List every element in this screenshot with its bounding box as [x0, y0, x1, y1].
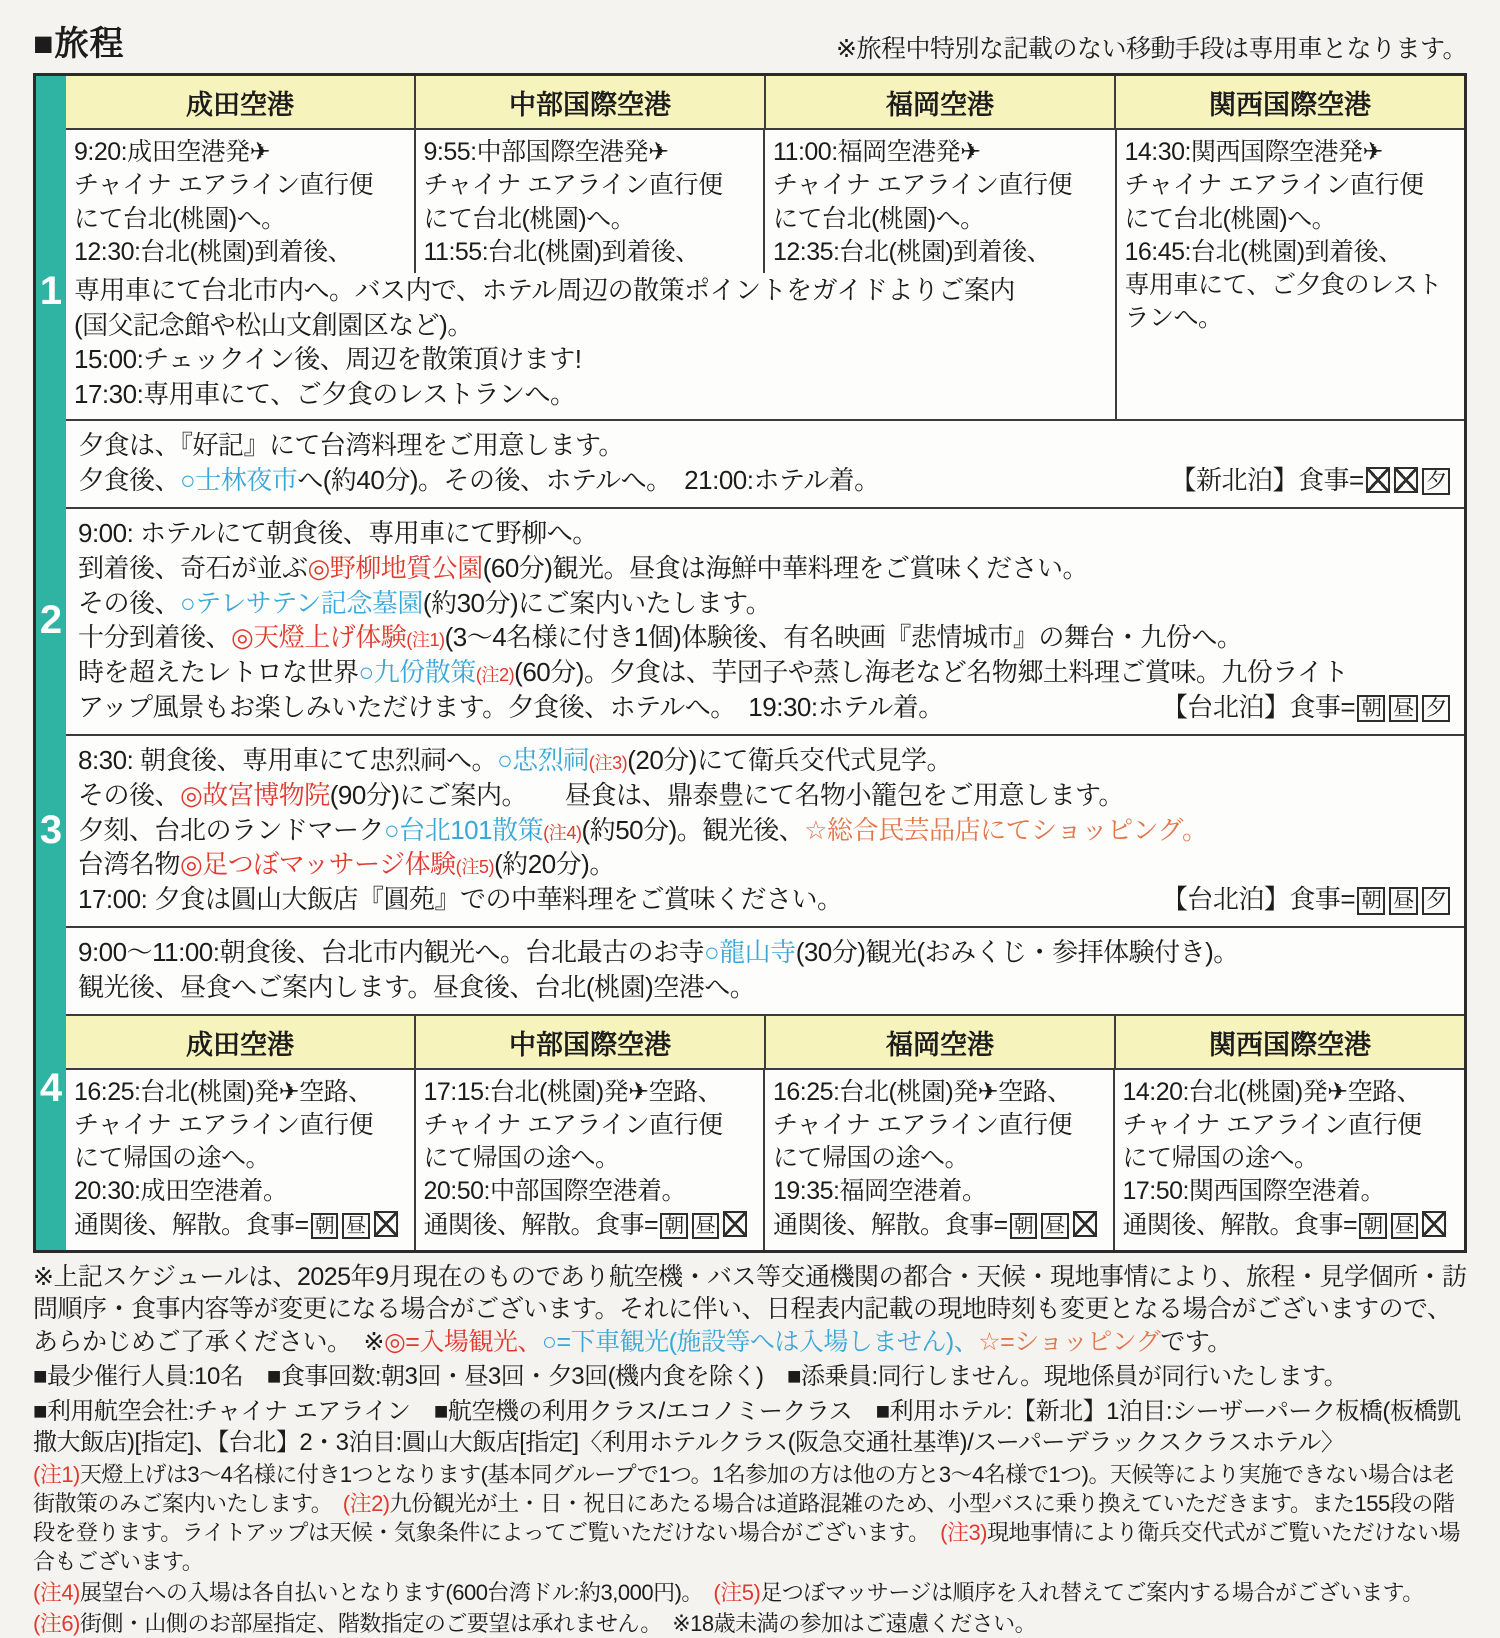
text-segment: 専用車にて台北市内へ。バス内で、ホテル周辺の散策ポイントをガイドよりご案内 — [74, 275, 1015, 305]
airport-header-row-bottom — [66, 1014, 1464, 1070]
day4-morning — [66, 928, 1464, 1014]
day-block-1 — [36, 76, 1464, 507]
text-segment: 15:00:チェックイン後、周辺を散策頂けます! — [74, 344, 582, 375]
text-line — [78, 516, 1452, 551]
text-line — [78, 586, 1452, 621]
text-line — [1125, 236, 1457, 269]
text-segment: (3〜4名様に付き1個)体験後、有名映画『悲情城市』の舞台・九份へ。 — [444, 622, 1243, 653]
text-segment: チャイナ エアライン直行便 — [773, 1110, 1072, 1139]
text-segment: 14:20:台北(桃園)発✈空路、 — [1122, 1077, 1422, 1106]
text-line — [33, 1396, 1467, 1458]
text-segment: (60分)観光。昼食は海鮮中華料理をご賞味ください。 — [482, 552, 1088, 583]
day1-kansai-cell — [1115, 130, 1465, 419]
text-segment: (国父記念館や松山文創園区など)。 — [74, 309, 473, 340]
tour-conditions-line1 — [33, 1361, 1467, 1392]
meal-box: 昼 — [1389, 695, 1417, 722]
text-segment: 12:30:台北(桃園)到着後、 — [74, 237, 353, 266]
text-line — [78, 655, 1452, 690]
text-segment: (約30分)にご案内いたします。 — [422, 587, 772, 618]
text-segment: 時を超えたレトロな世界 — [78, 657, 359, 688]
text-line — [1123, 1142, 1457, 1175]
text-line — [74, 1076, 406, 1109]
text-line — [74, 308, 1107, 343]
text-segment: チャイナ エアライン直行便 — [423, 171, 723, 200]
text-line — [773, 203, 1107, 236]
text-line — [1125, 203, 1457, 236]
text-segment: にて台北(桃園)へ。 — [74, 204, 286, 233]
text-line — [78, 882, 1452, 917]
text-segment: 【新北泊】食事= — [1170, 465, 1364, 496]
day4-chubu-cell — [416, 1070, 766, 1250]
meal-box: 夕 — [1422, 468, 1450, 495]
text-segment: 11:00:福岡空港発✈ — [773, 138, 981, 166]
text-line — [78, 690, 1452, 725]
text-line — [33, 1460, 1467, 1576]
text-line — [74, 169, 406, 202]
text-segment: チャイナ エアライン直行便 — [74, 1110, 373, 1139]
text-segment: 夕刻、台北のランドマーク — [78, 814, 385, 845]
day1-content — [66, 76, 1464, 507]
meal-box: 朝 — [660, 1213, 688, 1239]
text-segment: 夕食後、 — [78, 465, 181, 496]
airport-header-関西国際空港: 関西国際空港 — [1114, 1016, 1464, 1068]
text-line — [1123, 1076, 1457, 1109]
text-line — [424, 203, 756, 236]
text-segment: にて台北(桃園)へ。 — [423, 204, 636, 233]
text-line — [74, 136, 406, 169]
text-line — [424, 236, 756, 269]
text-segment: (注3) — [588, 752, 628, 773]
text-segment: (注6) — [33, 1611, 80, 1637]
meal-box: 昼 — [692, 1213, 720, 1239]
text-line — [773, 1175, 1105, 1208]
text-segment: 到着後、奇石が並ぶ — [78, 552, 308, 583]
text-segment: にて台北(桃園)へ。 — [1124, 204, 1337, 233]
text-line — [424, 1209, 756, 1242]
text-line — [74, 1175, 406, 1208]
airport-header-中部国際空港: 中部国際空港 — [414, 1016, 764, 1068]
text-line — [773, 1142, 1105, 1175]
text-line — [33, 1609, 1467, 1638]
text-segment: 17:15:台北(桃園)発✈空路、 — [423, 1077, 723, 1106]
text-segment: ◎天燈上げ体験 — [231, 622, 407, 653]
text-line — [78, 620, 1452, 655]
text-segment: ■利用航空会社:チャイナ エアライン ■航空機の利用クラス/エコノミークラス ■利用ホテル:【新北】1泊目:シーザーパーク板橋(板橋凱撒大飯店)[指定]、【台北】2・3泊目:圓山大飯店[指定]〈利用ホテルクラス(阪急交通社基準)/スーパーデラックスクラスホテル〉 — [33, 1397, 1461, 1456]
text-segment: (注1) — [33, 1462, 80, 1488]
text-line — [74, 377, 1107, 412]
day-block-2 — [36, 507, 1464, 734]
text-segment: ○九份散策 — [358, 657, 476, 688]
airport-header-row-top — [66, 76, 1464, 130]
meal-box: 昼 — [1391, 1213, 1419, 1239]
text-segment: チャイナ エアライン直行便 — [74, 171, 373, 200]
text-line — [773, 1076, 1105, 1109]
text-segment: 通関後、解散。食事= — [423, 1210, 659, 1239]
day1-fukuoka-cell — [765, 130, 1115, 273]
text-line — [773, 1109, 1105, 1142]
text-line — [424, 136, 756, 169]
text-line — [424, 169, 756, 202]
itinerary-table — [33, 73, 1467, 1253]
tour-conditions-line2 — [33, 1396, 1467, 1458]
text-line — [1123, 1109, 1457, 1142]
day4-content — [66, 926, 1464, 1250]
text-segment: にて帰国の途へ。 — [423, 1144, 620, 1173]
day-block-4 — [36, 926, 1464, 1250]
text-line — [1125, 136, 1457, 169]
text-line — [424, 1109, 756, 1142]
text-segment: チャイナ エアライン直行便 — [1124, 171, 1424, 200]
text-segment: にて台北(桃園)へ。 — [773, 204, 985, 233]
page-title: ■旅程 — [33, 25, 125, 63]
meal-box: 夕 — [1422, 887, 1450, 914]
text-segment: 11:55:台北(桃園)到着後、 — [423, 237, 700, 266]
text-line — [74, 342, 1107, 377]
airport-header-成田空港: 成田空港 — [186, 90, 294, 120]
text-segment: (注1) — [406, 630, 445, 651]
text-segment: 16:45:台北(桃園)到着後、 — [1124, 237, 1403, 266]
text-segment: ◎=入場観光、 — [383, 1327, 542, 1356]
text-line — [773, 1209, 1105, 1242]
text-segment: 19:35:福岡空港着。 — [773, 1177, 987, 1206]
text-segment: 17:00: 夕食は圓山大飯店『圓苑』での中華料理をご賞味ください。 — [78, 884, 843, 915]
text-segment: (90分)にご案内。 昼食は、鼎泰豊にて名物小籠包をご用意します。 — [329, 779, 1124, 810]
meal-box: 朝 — [1357, 887, 1385, 914]
text-line — [773, 169, 1107, 202]
text-segment: ○台北101散策 — [384, 814, 544, 845]
text-segment: ◎足つぼマッサージ体験 — [180, 849, 456, 880]
text-segment: 街側・山側のお部屋指定、階数指定のご要望は承れません。 ※18歳未満の参加はご遠慮ください。 — [79, 1611, 1037, 1637]
text-segment: です。 — [1160, 1327, 1232, 1356]
text-segment: 【台北泊】食事= — [1161, 884, 1356, 915]
text-segment: アップ風景もお楽しみいただけます。夕食後、ホテルへ。 19:30:ホテル着。 — [78, 692, 944, 723]
text-line — [773, 136, 1107, 169]
footer-notes — [33, 1253, 1467, 1638]
day-number-4: 4 — [36, 926, 66, 1250]
text-segment: ※上記スケジュールは、2025年9月現在のものであり航空機・バス等交通機関の都合・天候・現地事情により、旅程・見学個所・訪問順序・食事内容等が変更になる場合がございます。それに伴い、日程表内記載の現地時刻も変更となる場合がございますので、あらかじめご了承ください。 ※ — [33, 1262, 1467, 1356]
text-segment: その後、 — [78, 779, 181, 810]
text-segment: 17:30:専用車にて、ご夕食のレストランへ。 — [74, 378, 576, 409]
airport-header-中部国際空港: 中部国際空港 — [414, 76, 764, 128]
text-segment: 九份観光が土・日・祝日にあたる場合は道路混雑のため、小型バスに乗り換えていただきます。また155段の階段を登ります。ライトアップは天候・気象条件によってご覧いただけない場合がございます。 — [33, 1491, 1455, 1546]
text-segment: にて帰国の途へ。 — [773, 1144, 970, 1173]
text-segment: 夕食は、『好記』にて台湾料理をご用意します。 — [78, 430, 624, 461]
text-segment: 20:50:中部国際空港着。 — [423, 1177, 687, 1206]
text-segment: 通関後、解散。食事= — [1122, 1210, 1358, 1239]
day3-schedule — [66, 736, 1464, 926]
text-line — [424, 1175, 756, 1208]
day1-flight-grid — [66, 130, 1464, 419]
text-segment: 9:20:成田空港発✈ — [74, 138, 271, 166]
text-line — [74, 203, 406, 236]
text-line — [33, 1261, 1467, 1359]
meal-box: 朝 — [1010, 1213, 1038, 1239]
text-segment: 専用車にて、ご夕食のレスト — [1124, 271, 1442, 299]
text-segment: 展望台への入場は各自払いとなります(600台湾ドル:約3,000円)。 — [79, 1580, 714, 1606]
text-line — [74, 1109, 406, 1142]
text-line — [74, 1142, 406, 1175]
text-segment: ○龍山寺 — [703, 937, 796, 968]
text-segment: へ(約40分)。その後、ホテルへ。 21:00:ホテル着。 — [297, 465, 880, 496]
text-segment: 12:35:台北(桃園)到着後、 — [773, 237, 1052, 266]
footnotes-4-5 — [33, 1578, 1467, 1607]
airport-header-関西国際空港: 関西国際空港 — [1114, 76, 1464, 128]
text-segment: 9:55:中部国際空港発✈ — [423, 138, 669, 166]
text-segment: (約50分)。観光後、 — [581, 814, 805, 845]
day4-flight-grid — [66, 1070, 1464, 1250]
text-line — [1125, 302, 1457, 335]
text-segment: その後、 — [78, 587, 181, 618]
airport-header-福岡空港: 福岡空港 — [764, 1016, 1114, 1068]
text-segment: (約20分)。 — [494, 849, 615, 880]
text-line — [1125, 169, 1457, 202]
text-line — [78, 935, 1452, 970]
text-line — [74, 1209, 406, 1242]
text-segment: 14:30:関西国際空港発✈ — [1124, 138, 1383, 166]
text-segment: 17:50:関西国際空港着。 — [1122, 1177, 1386, 1206]
text-segment: ○=下車観光(施設等へは入場しません)、 — [541, 1327, 979, 1356]
no-meal-box-icon — [1422, 1211, 1446, 1237]
day1-shared-afternoon — [66, 273, 1115, 419]
text-segment: ◎故宮博物院 — [180, 779, 330, 810]
text-line — [424, 1142, 756, 1175]
text-segment: ○士林夜市 — [180, 465, 298, 496]
day-number-1: 1 — [36, 76, 66, 507]
text-segment: ■最少催行人員:10名 ■食事回数:朝3回・昼3回・夕3回(機内食を除く) ■添乗員:同行しません。現地係員が同行いたします。 — [33, 1363, 1348, 1391]
text-segment: ☆=ショッピング — [978, 1327, 1161, 1356]
text-segment: (注2) — [475, 665, 515, 686]
text-segment: チャイナ エアライン直行便 — [773, 171, 1072, 200]
schedule-disclaimer — [33, 1261, 1467, 1359]
text-segment: 9:00: ホテルにて朝食後、専用車にて野柳へ。 — [78, 517, 598, 548]
text-segment: 【台北泊】食事= — [1161, 692, 1356, 723]
airport-header-成田空港: 成田空港 — [186, 1029, 294, 1060]
no-meal-box-icon — [723, 1211, 747, 1237]
text-segment: (注2) — [342, 1491, 390, 1517]
text-segment: 十分到着後、 — [78, 622, 232, 653]
text-segment: 足つぼマッサージは順序を入れ替えてご案内する場合がございます。 — [760, 1580, 1424, 1606]
day-block-3 — [36, 734, 1464, 926]
text-line — [78, 847, 1452, 882]
text-segment: ◎野柳地質公園 — [307, 552, 483, 583]
day2-schedule — [66, 509, 1464, 734]
text-line — [773, 236, 1107, 269]
meal-box: 夕 — [1422, 695, 1450, 722]
footnotes-1-3 — [33, 1460, 1467, 1576]
title-bar — [33, 16, 1467, 65]
day1-narita-cell — [66, 130, 416, 273]
text-segment: ランへ。 — [1124, 304, 1223, 333]
meal-box: 昼 — [1389, 887, 1417, 914]
text-line — [78, 428, 1452, 463]
text-line — [78, 778, 1452, 813]
day-number-3: 3 — [36, 734, 66, 926]
day4-narita-cell — [66, 1070, 416, 1250]
text-segment: (注5) — [455, 857, 495, 878]
text-segment: ○忠烈祠 — [497, 744, 589, 775]
text-segment: 20:30:成田空港着。 — [74, 1177, 288, 1206]
text-segment: にて帰国の途へ。 — [74, 1144, 271, 1173]
text-segment: (注3) — [940, 1520, 988, 1546]
day4-kansai-cell — [1115, 1070, 1465, 1250]
text-line — [78, 463, 1452, 498]
meal-box: 朝 — [1359, 1213, 1387, 1239]
day4-fukuoka-cell — [765, 1070, 1115, 1250]
text-line — [1125, 269, 1457, 302]
meal-box: 昼 — [1041, 1213, 1069, 1239]
text-segment: (60分)。夕食は、芋団子や蒸し海老など名物郷土料理ご賞味。九份ライト — [514, 657, 1349, 688]
meal-box: 朝 — [1357, 695, 1385, 722]
text-segment: チャイナ エアライン直行便 — [423, 1110, 723, 1139]
text-segment: 通関後、解散。食事= — [773, 1210, 1008, 1239]
no-meal-box-icon — [374, 1211, 398, 1237]
day3-content — [66, 734, 1464, 926]
text-segment: ○テレサテン記念墓園 — [180, 587, 423, 618]
text-line — [78, 551, 1452, 586]
day-number-2: 2 — [36, 507, 66, 734]
text-line — [78, 743, 1452, 778]
text-line — [33, 1578, 1467, 1607]
text-line — [33, 1361, 1467, 1392]
text-segment: 観光後、昼食へご案内します。昼食後、台北(桃園)空港へ。 — [78, 971, 756, 1002]
no-meal-box-icon — [1366, 467, 1390, 493]
text-segment: 16:25:台北(桃園)発✈空路、 — [74, 1077, 373, 1106]
text-segment: 16:25:台北(桃園)発✈空路、 — [773, 1077, 1072, 1106]
text-segment: 台湾名物 — [78, 849, 181, 880]
text-segment: 通関後、解散。食事= — [74, 1210, 309, 1239]
day2-content — [66, 507, 1464, 734]
text-segment: チャイナ エアライン直行便 — [1122, 1110, 1422, 1139]
no-meal-box-icon — [1073, 1211, 1097, 1237]
text-segment: (20分)にて衛兵交代式見学。 — [627, 744, 952, 775]
text-line — [74, 273, 1107, 308]
text-segment: ☆総合民芸品店にてショッピング。 — [804, 814, 1208, 845]
no-meal-box-icon — [1394, 467, 1418, 493]
text-segment: 現地事情により衛兵交代式がご覧いただけない場合もございます。 — [33, 1520, 1461, 1575]
text-line — [78, 970, 1452, 1005]
text-line — [78, 813, 1452, 848]
footnote-6 — [33, 1609, 1467, 1638]
airport-header-福岡空港: 福岡空港 — [764, 76, 1114, 128]
transport-note: ※旅程中特別な記載のない移動手段は専用車となります。 — [836, 35, 1467, 63]
day1-chubu-cell — [416, 130, 766, 273]
text-segment: (注4) — [543, 822, 582, 843]
day1-dinner-row — [66, 419, 1464, 507]
text-segment: 8:30: 朝食後、専用車にて忠烈祠へ。 — [78, 744, 498, 775]
text-segment: にて帰国の途へ。 — [1122, 1144, 1319, 1173]
text-line — [74, 236, 406, 269]
text-segment: 天燈上げは3〜4名様に付き1つとなります(基本同グループで1つ。1名参加の方は他の方と3〜4名様で1つ)。天候等により実施できない場合は老街散策のみご案内いたします。 — [33, 1462, 1454, 1517]
text-segment: 9:00〜11:00:朝食後、台北市内観光へ。台北最古のお寺 — [78, 937, 704, 968]
text-line — [1123, 1209, 1457, 1242]
meal-box: 昼 — [342, 1213, 370, 1239]
meal-box: 朝 — [311, 1213, 339, 1239]
text-segment: (注4) — [33, 1580, 80, 1606]
text-segment: (注5) — [713, 1580, 761, 1606]
text-line — [1123, 1175, 1457, 1208]
text-line — [424, 1076, 756, 1109]
text-segment: (30分)観光(おみくじ・参拝体験付き)。 — [795, 937, 1239, 968]
